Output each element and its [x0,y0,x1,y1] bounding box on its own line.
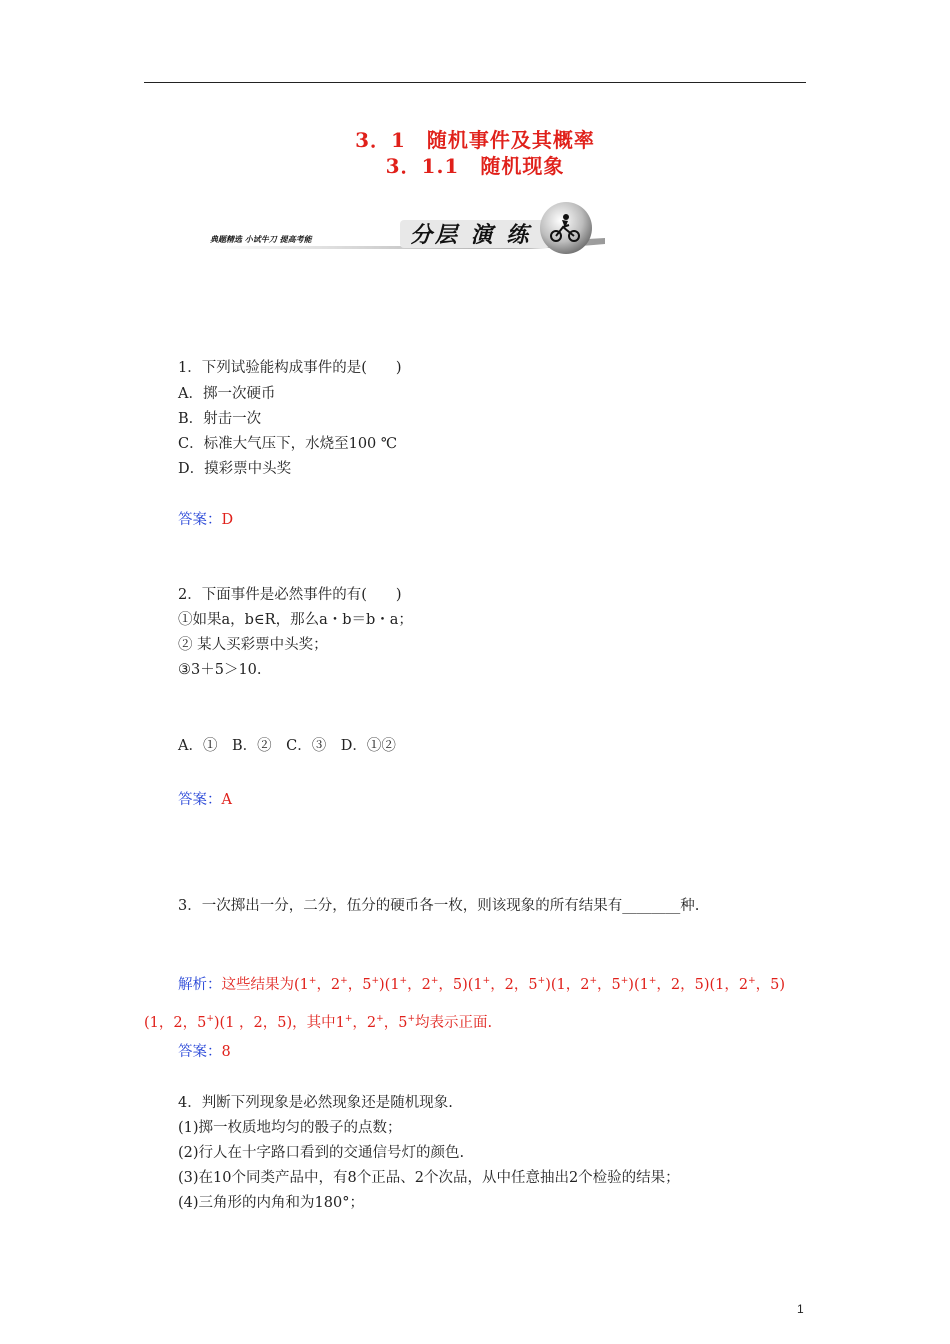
q4-item-2: (2)行人在十字路口看到的交通信号灯的颜色. [178,1145,465,1161]
banner-tagline: 典题精选 小试牛刀 提高考能 [210,235,312,244]
q4-item-1: (1)掷一枚质地均匀的骰子的点数； [178,1120,402,1136]
answer-value: D [221,512,234,528]
answer-value: A [221,792,232,808]
q3-stem: 3．一次掷出一分，二分，伍分的硬币各一枚，则该现象的所有结果有________种. [178,898,700,914]
subsection-title: 3．1.1 随机现象 [385,154,565,178]
q1-option-c: C．标准大气压下，水烧至100 ℃ [178,436,398,452]
q4-item-3: (3)在10个同类产品中，有8个正品、2个次品，从中任意抽出2个检验的结果； [178,1170,680,1186]
q1-option-a: A．掷一次硬币 [178,386,276,402]
banner-heading: 分层 演 练 [410,222,532,248]
q2-stem: 2．下面事件是必然事件的有( ) [178,587,402,603]
q2-answer [178,790,232,810]
q2-item-2: ② 某人买彩票中头奖； [178,637,328,653]
q2-item-3: ③3＋5＞10. [178,662,262,678]
section-title: 3．1 随机事件及其概率 [355,128,595,152]
page-number: 1 [797,1302,804,1316]
practice-banner [210,196,610,256]
header-rule [144,82,806,83]
q4-item-4: (4)三角形的内角和为180°； [178,1195,364,1211]
q2-options: A．① B．② C．③ D．①② [178,738,396,754]
q3-analysis-line2: (1，2，5+)(1 ，2，5)，其中1+，2+，5+均表示正面. [144,1014,493,1031]
answer-label: 答案： [178,792,222,808]
q1-stem: 1．下列试验能构成事件的是( ) [178,360,402,376]
q3-analysis-line1: 解析：这些结果为(1+，2+，5+)(1+，2+，5)(1+，2，5+)(1，2+，5+)(1+，2，5)(1，2+，5) [178,976,786,993]
answer-label: 答案： [178,1044,222,1060]
analysis-label: 解析： [178,977,222,993]
q3-answer [178,1042,231,1062]
q4-stem: 4．判断下列现象是必然现象还是随机现象. [178,1095,453,1111]
answer-value: 8 [221,1044,231,1060]
q1-option-d: D．摸彩票中头奖 [178,461,292,477]
q2-item-1: ①如果a，b∈R，那么a・b＝b・a； [178,612,413,628]
q1-option-b: B．射击一次 [178,411,262,427]
answer-label: 答案： [178,512,222,528]
q1-answer [178,510,233,530]
